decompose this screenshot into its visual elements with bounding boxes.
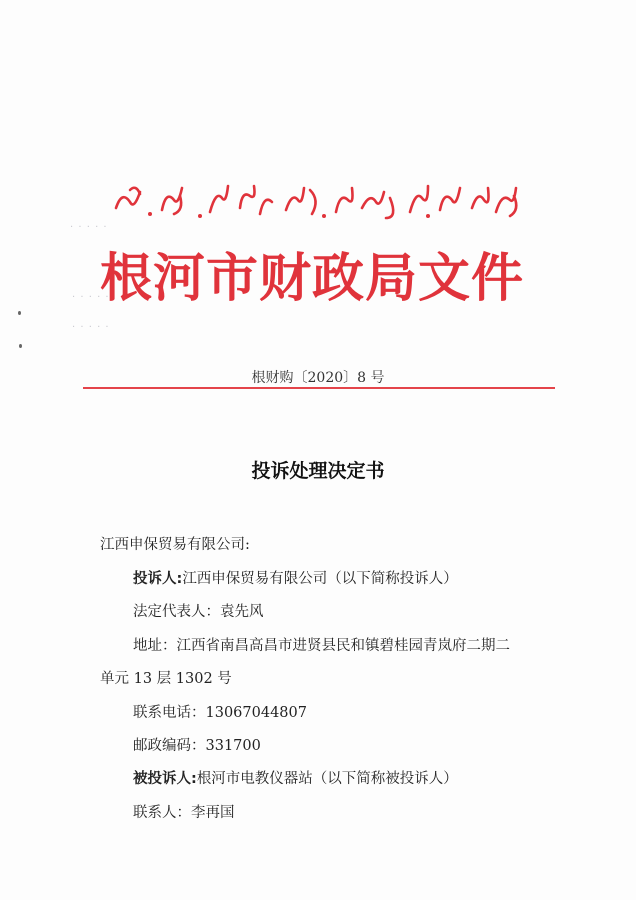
mongolian-script-image [110,178,530,220]
red-divider [83,387,555,389]
scan-speck [18,311,21,315]
address-line-1: 地址：江西省南昌高昌市进贤县民和镇碧桂园青岚府二期二 [133,638,510,654]
complainant-line [133,569,573,589]
phone-line: 联系电话：13067044807 [133,705,307,721]
decision-title: 投诉处理决定书 [251,460,385,482]
legal-rep-line: 法定代表人：袁先风 [133,604,264,620]
bleed-through-text: · · · · · [72,292,110,303]
bleed-through-text: · · · · · [72,322,110,333]
scan-speck [19,344,22,348]
complainant-value: 江西申保贸易有限公司（以下简称投诉人） [182,571,458,587]
letterhead-title: 根河市财政局文件 [100,249,525,309]
postal-line: 邮政编码：331700 [133,738,261,754]
respondent-value: 根河市电教仪器站（以下简称被投诉人） [196,771,458,787]
bleed-through-text: · · · · · [70,222,108,233]
document-number: 根财购〔2020〕8 号 [251,370,385,386]
respondent-label: 被投诉人: [133,771,197,787]
address-line-2: 单元 13 层 1302 号 [100,671,232,687]
respondent-line [133,769,573,789]
contact-line: 联系人：李再国 [133,805,235,821]
recipient-line: 江西申保贸易有限公司: [100,537,250,553]
mongolian-script-header [110,178,530,220]
complainant-label: 投诉人: [133,571,183,587]
